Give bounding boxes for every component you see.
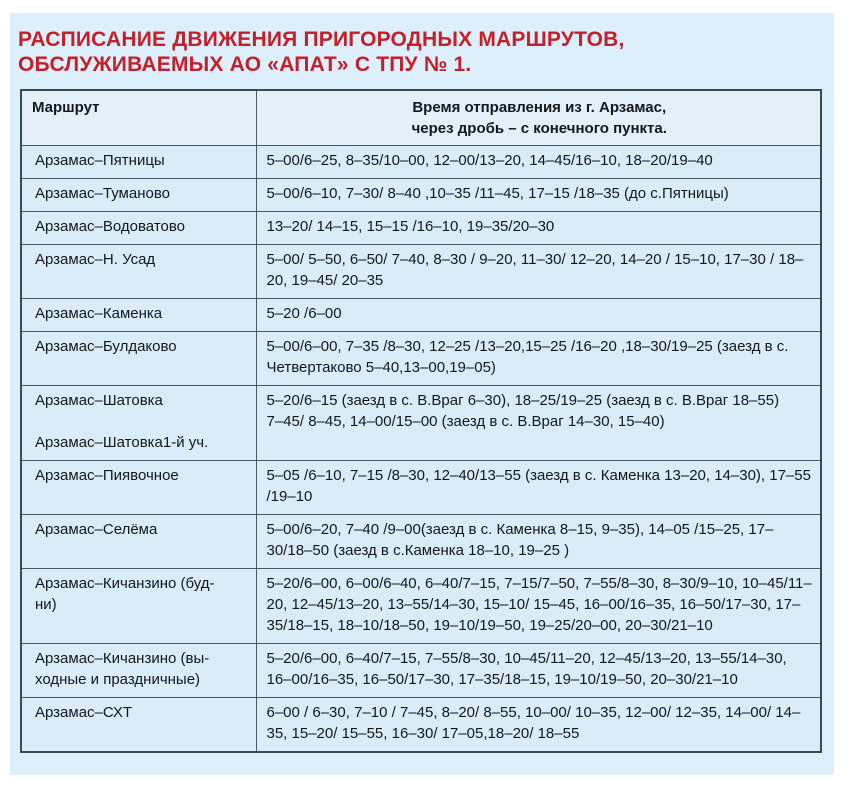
schedule-body bbox=[21, 146, 821, 753]
times-cell: 5–20/6–00, 6–00/6–40, 6–40/7–15, 7–15/7–50, 7–55/8–30, 8–30/9–10, 10–45/11–20, 12–45/13–20, 13–55/14–30, 15–10/ 15–45, 16–00/16–35, 16–50/17–30, 17–35/18–15, 18–10/18–50, 19–10/19–50, 19–25/20–00, 20–30/21–10 bbox=[256, 569, 821, 644]
route-column-header: Маршрут bbox=[21, 90, 256, 146]
table-row bbox=[21, 515, 821, 569]
table-row bbox=[21, 386, 821, 461]
route-cell: Арзамас–Каменка bbox=[21, 299, 256, 332]
table-row bbox=[21, 179, 821, 212]
table-row bbox=[21, 644, 821, 698]
route-cell: Арзамас–Водоватово bbox=[21, 212, 256, 245]
table-row bbox=[21, 299, 821, 332]
times-column-header: Время отправления из г. Арзамас, через дробь – с конечного пункта. bbox=[256, 90, 821, 146]
route-cell: Арзамас–Кичанзино (буд- ни) bbox=[21, 569, 256, 644]
times-cell: 5–20/6–00, 6–40/7–15, 7–55/8–30, 10–45/11–20, 12–45/13–20, 13–55/14–30, 16–00/16–35, 16–50/17–30, 17–35/18–15, 19–10/19–50, 20–30/21–10 bbox=[256, 644, 821, 698]
times-cell: 5–00/6–20, 7–40 /9–00(заезд в с. Каменка 8–15, 9–35), 14–05 /15–25, 17–30/18–50 (заезд в с.Каменка 18–10, 19–25 ) bbox=[256, 515, 821, 569]
table-row bbox=[21, 332, 821, 386]
route-cell: Арзамас–Н. Усад bbox=[21, 245, 256, 299]
table-row bbox=[21, 245, 821, 299]
route-cell: Арзамас–Булдаково bbox=[21, 332, 256, 386]
route-cell: Арзамас–Пиявочное bbox=[21, 461, 256, 515]
times-cell: 6–00 / 6–30, 7–10 / 7–45, 8–20/ 8–55, 10–00/ 10–35, 12–00/ 12–35, 14–00/ 14–35, 15–20/ 15–55, 16–30/ 17–05,18–20/ 18–55 bbox=[256, 698, 821, 753]
times-cell: 5–20/6–15 (заезд в с. В.Враг 6–30), 18–25/19–25 (заезд в с. В.Враг 18–55) 7–45/ 8–45, 14–00/15–00 (заезд в с. В.Враг 14–30, 15–40) bbox=[256, 386, 821, 461]
route-cell: Арзамас–Селёма bbox=[21, 515, 256, 569]
route-cell: Арзамас–Кичанзино (вы- ходные и праздничные) bbox=[21, 644, 256, 698]
route-cell: Арзамас–СХТ bbox=[21, 698, 256, 753]
table-row bbox=[21, 698, 821, 753]
page-title-line2: ОБСЛУЖИВАЕМЫХ АО «АПАТ» С ТПУ № 1. bbox=[18, 53, 472, 76]
page-title-line1: РАСПИСАНИЕ ДВИЖЕНИЯ ПРИГОРОДНЫХ МАРШРУТОВ, bbox=[18, 28, 625, 51]
route-cell: Арзамас–Шатовка Арзамас–Шатовка1-й уч. bbox=[21, 386, 256, 461]
table-row bbox=[21, 212, 821, 245]
table-row bbox=[21, 146, 821, 179]
page-title bbox=[18, 27, 834, 77]
route-cell: Арзамас–Туманово bbox=[21, 179, 256, 212]
schedule-table bbox=[20, 89, 822, 753]
schedule-panel bbox=[10, 13, 834, 775]
times-cell: 5–05 /6–10, 7–15 /8–30, 12–40/13–55 (заезд в с. Каменка 13–20, 14–30), 17–55 /19–10 bbox=[256, 461, 821, 515]
table-row bbox=[21, 569, 821, 644]
times-cell: 5–00/6–00, 7–35 /8–30, 12–25 /13–20,15–25 /16–20 ,18–30/19–25 (заезд в с. Четвертаково 5–40,13–00,19–05) bbox=[256, 332, 821, 386]
route-cell: Арзамас–Пятницы bbox=[21, 146, 256, 179]
header-row bbox=[21, 90, 821, 146]
table-row bbox=[21, 461, 821, 515]
times-cell: 13–20/ 14–15, 15–15 /16–10, 19–35/20–30 bbox=[256, 212, 821, 245]
times-cell: 5–00/6–25, 8–35/10–00, 12–00/13–20, 14–45/16–10, 18–20/19–40 bbox=[256, 146, 821, 179]
times-cell: 5–20 /6–00 bbox=[256, 299, 821, 332]
times-cell: 5–00/ 5–50, 6–50/ 7–40, 8–30 / 9–20, 11–30/ 12–20, 14–20 / 15–10, 17–30 / 18–20, 19–45/ 20–35 bbox=[256, 245, 821, 299]
times-cell: 5–00/6–10, 7–30/ 8–40 ,10–35 /11–45, 17–15 /18–35 (до с.Пятницы) bbox=[256, 179, 821, 212]
